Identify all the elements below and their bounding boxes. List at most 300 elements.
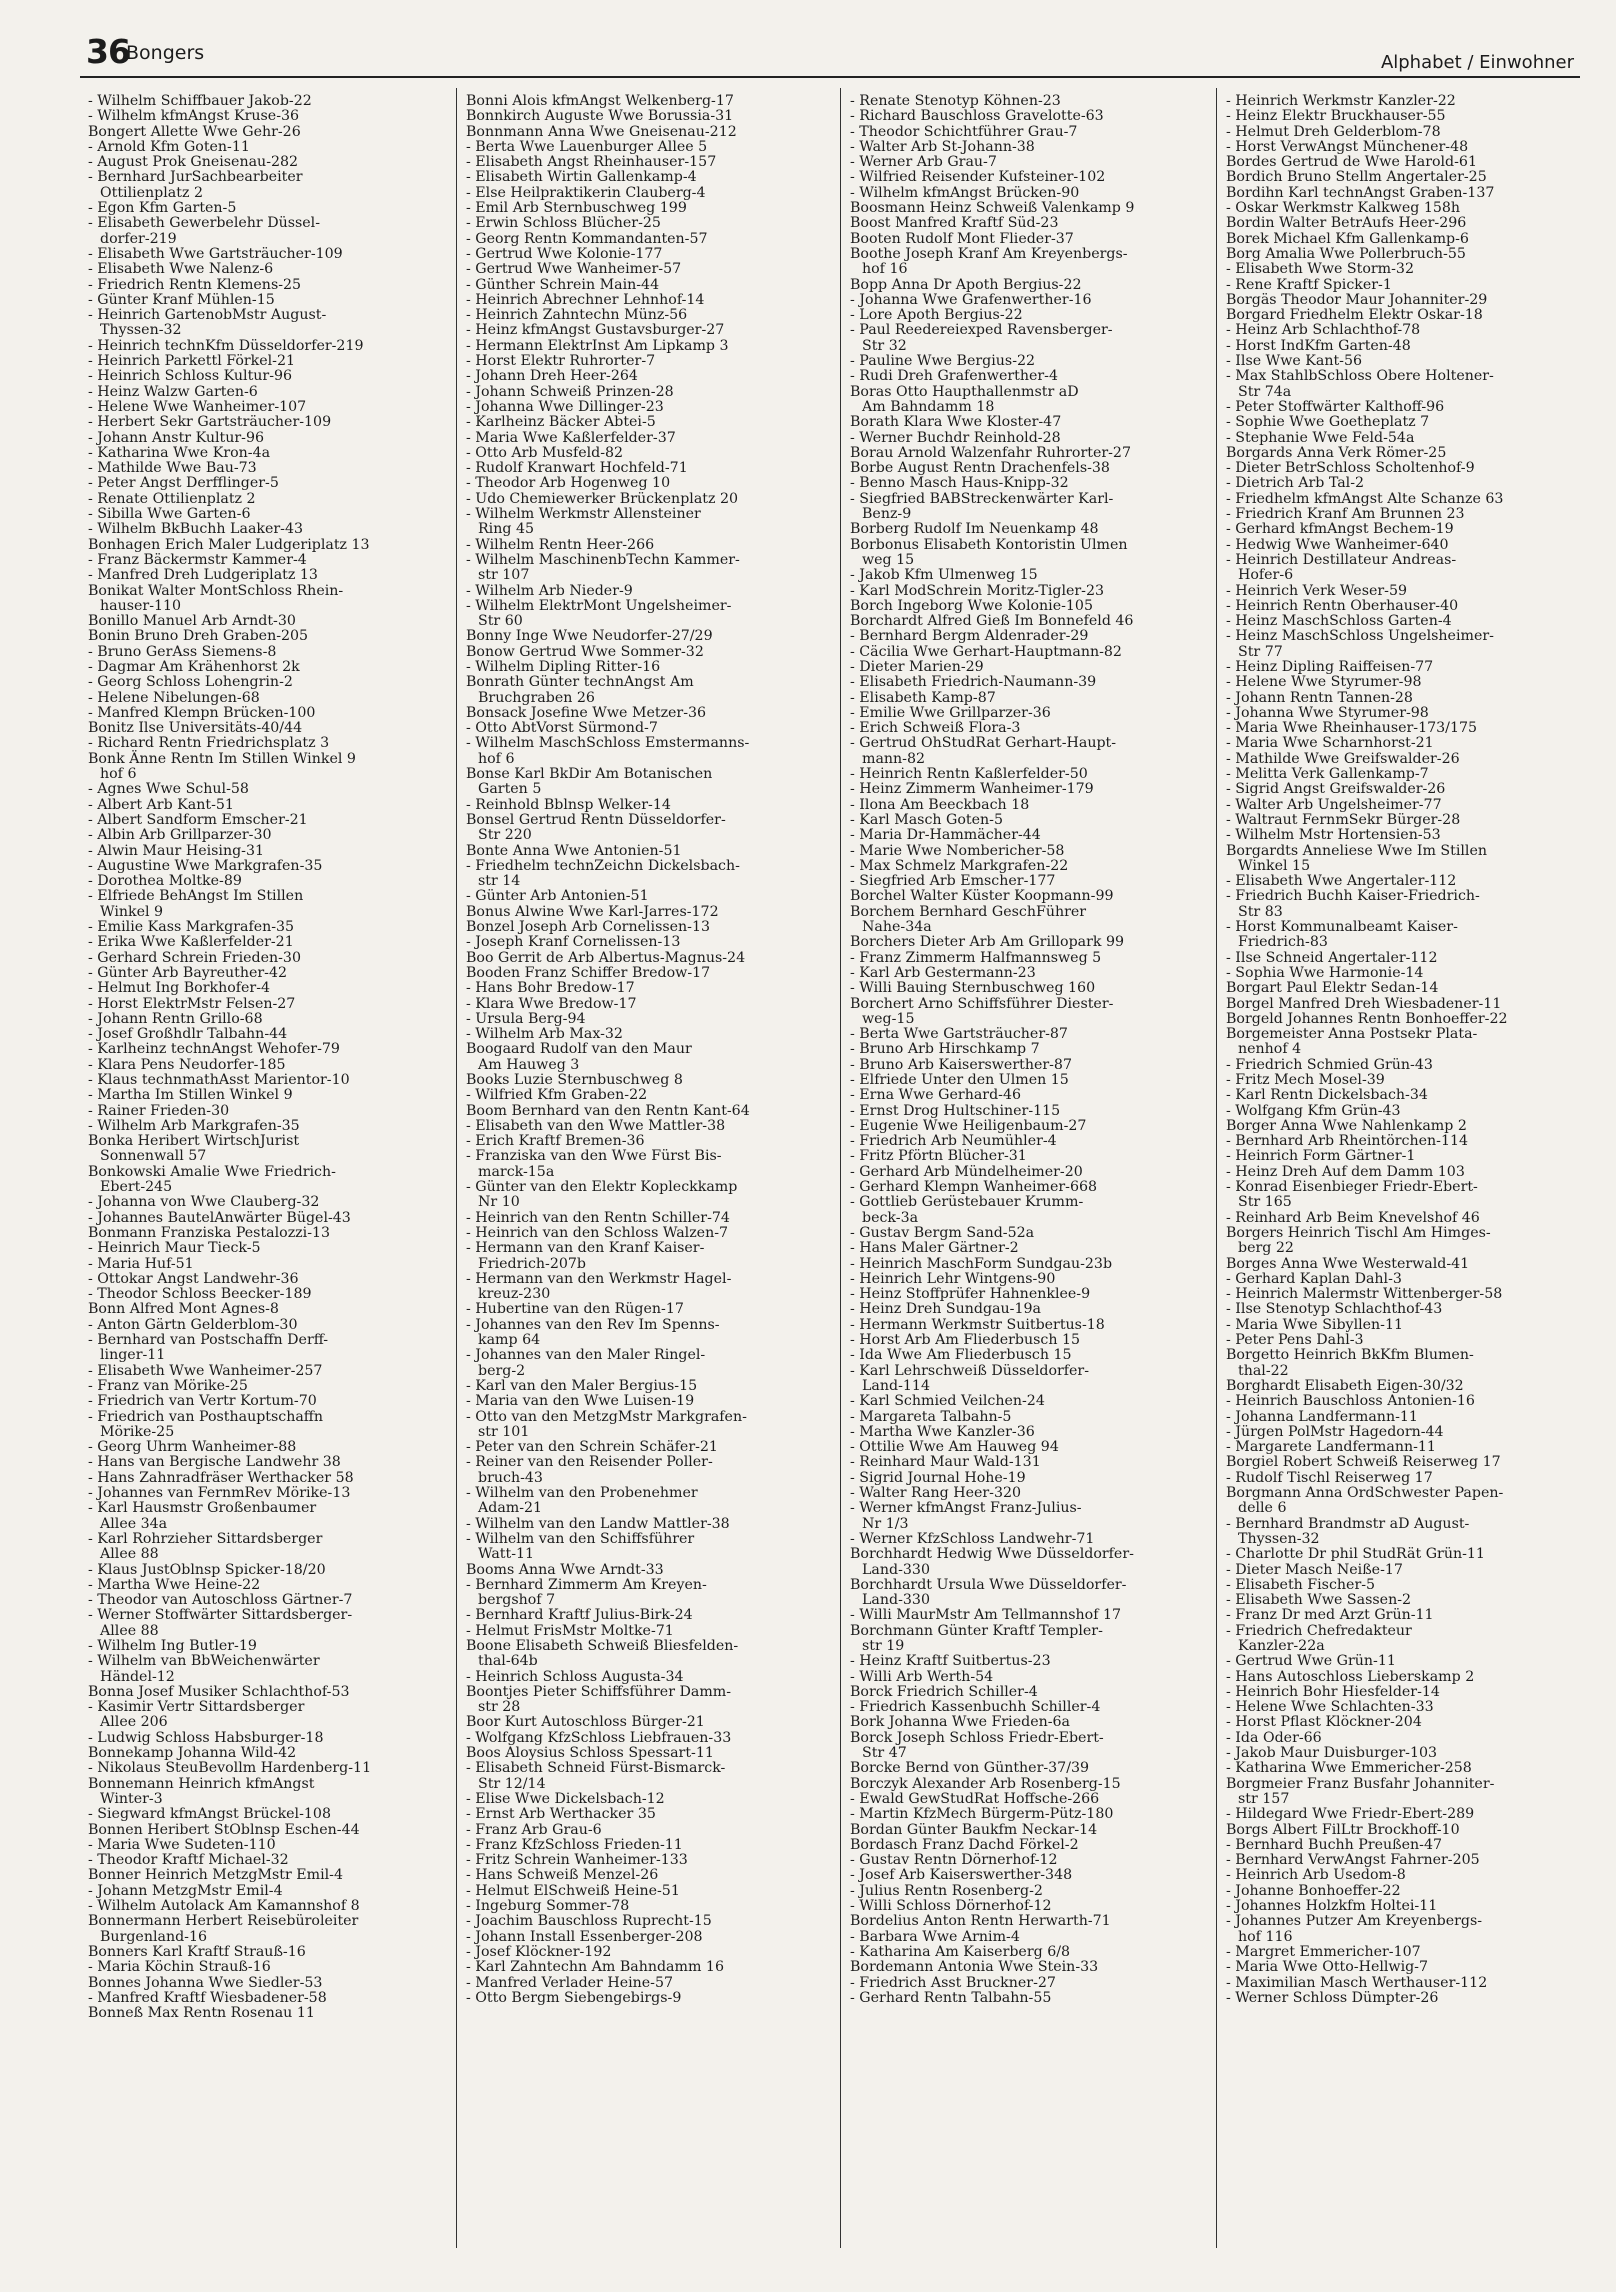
directory-entry: Bordin Walter BetrAufs Heer-296 — [1226, 215, 1467, 232]
directory-entry: Burgenland-16 — [100, 1928, 208, 1945]
directory-entry: Boom Bernhard van den Rentn Kant-64 — [466, 1102, 750, 1119]
directory-entry: Books Luzie Sternbuschweg 8 — [466, 1072, 683, 1088]
directory-entry: Bonus Alwine Wwe Karl-Jarres-172 — [466, 903, 719, 920]
directory-entry: - Hans Maler Gärtner-2 — [850, 1240, 1019, 1257]
directory-entry: kamp 64 — [478, 1332, 541, 1349]
directory-entry: Borgard Friedhelm Elektr Oskar-18 — [1226, 307, 1483, 324]
directory-entry: - Rainer Frieden-30 — [88, 1102, 230, 1119]
directory-entry: - Heinrich Schloss Kultur-96 — [88, 368, 293, 385]
directory-entry: - Karlheinz Bäcker Abtei-5 — [466, 414, 656, 431]
directory-entry: - Helene Wwe Wanheimer-107 — [88, 398, 307, 415]
directory-entry: Bonn Alfred Mont Agnes-8 — [88, 1301, 279, 1318]
directory-entry: weg-15 — [862, 1010, 915, 1027]
directory-entry: - Karl Schmied Veilchen-24 — [850, 1393, 1045, 1410]
directory-entry: - Werner kfmAngst Franz-Julius- — [850, 1500, 1082, 1517]
directory-entry: - Gustav Rentn Dörnerhof-12 — [850, 1852, 1058, 1869]
directory-entry: - Ingeburg Sommer-78 — [466, 1898, 630, 1915]
directory-entry: - Wilfried Kfm Graben-22 — [466, 1087, 648, 1104]
directory-entry: - Heinz Zimmerm Wanheimer-179 — [850, 781, 1094, 798]
directory-entry: - Hedwig Wwe Wanheimer-640 — [1226, 536, 1449, 553]
directory-entry: - Dieter Marien-29 — [850, 658, 984, 675]
directory-entry: Str 83 — [1238, 903, 1283, 920]
directory-entry: Borgiel Robert Schweiß Reiserweg 17 — [1226, 1454, 1501, 1471]
directory-entry: - Josef Klöckner-192 — [466, 1943, 612, 1960]
directory-entry: Allee 206 — [100, 1714, 168, 1731]
directory-entry: - Maria Dr-Hammächer-44 — [850, 827, 1041, 844]
directory-entry: - Albin Arb Grillparzer-30 — [88, 827, 272, 844]
directory-entry: - Wilhelm ElektrMont Ungelsheimer- — [466, 597, 732, 614]
directory-entry: - Werner Arb Grau-7 — [850, 154, 997, 171]
directory-entry: - August Prok Gneisenau-282 — [88, 154, 299, 171]
directory-entry: - Paul Reedereiexped Ravensberger- — [850, 322, 1113, 339]
directory-column-3 — [850, 94, 1202, 2244]
directory-entry: - Franz Bäckermstr Kammer-4 — [88, 551, 307, 568]
directory-entry: - Konrad Eisenbieger Friedr-Ebert- — [1226, 1179, 1478, 1196]
directory-entry: hof 116 — [1238, 1928, 1293, 1945]
directory-entry: - Ilse Wwe Kant-56 — [1226, 353, 1363, 370]
directory-entry: Str 32 — [862, 337, 907, 354]
directory-entry: - Heinz Stoffprüfer Hahnenklee-9 — [850, 1286, 1091, 1303]
directory-entry: Bonneß Max Rentn Rosenau 11 — [88, 2005, 315, 2022]
directory-entry: - Jakob Kfm Ulmenweg 15 — [850, 567, 1038, 584]
directory-entry: - Martha Im Stillen Winkel 9 — [88, 1087, 293, 1104]
directory-entry: Borgs Albert FilLtr Brockhoff-10 — [1226, 1821, 1460, 1838]
directory-entry: - Stephanie Wwe Feld-54a — [1226, 429, 1415, 446]
directory-entry: - Heinz kfmAngst Gustavsburger-27 — [466, 322, 725, 339]
directory-entry: Bonni Alois kfmAngst Welkenberg-17 — [466, 94, 734, 109]
directory-entry: Bonsel Gertrud Rentn Düsseldorfer- — [466, 811, 726, 828]
directory-entry: - Johannes van den Rev Im Spenns- — [466, 1316, 720, 1333]
directory-entry: - Klaus technmathAsst Marientor-10 — [88, 1072, 350, 1088]
directory-entry: - Wilhelm Rentn Heer-266 — [466, 536, 655, 553]
directory-entry: - Richard Bauschloss Gravelotte-63 — [850, 108, 1104, 125]
directory-entry: - Horst VerwAngst Münchener-48 — [1226, 138, 1469, 155]
directory-entry: - Rene Kraftf Spicker-1 — [1226, 276, 1392, 293]
directory-entry: - Mathilde Wwe Greifswalder-26 — [1226, 750, 1460, 767]
directory-column-2 — [466, 94, 818, 2244]
directory-entry: - Erwin Schloss Blücher-25 — [466, 215, 661, 232]
directory-entry: Borchers Dieter Arb Am Grillopark 99 — [850, 934, 1125, 951]
directory-entry: - Wilfried Reisender Kufsteiner-102 — [850, 169, 1106, 186]
directory-entry: Hofer-6 — [1238, 567, 1294, 584]
directory-entry: - Bernhard Bergm Aldenrader-29 — [850, 628, 1089, 645]
directory-entry: - Wolfgang Kfm Grün-43 — [1226, 1102, 1401, 1119]
directory-entry: - Gerhard Schrein Frieden-30 — [88, 949, 301, 966]
directory-entry: - Pauline Wwe Bergius-22 — [850, 353, 1036, 370]
directory-entry: - Franz Arb Grau-6 — [466, 1821, 602, 1838]
directory-entry: - Horst Arb Am Fliederbusch 15 — [850, 1332, 1081, 1349]
directory-entry: - Heinrich MaschForm Sundgau-23b — [850, 1255, 1113, 1272]
directory-entry: - Franz van Mörike-25 — [88, 1377, 248, 1394]
directory-entry: str 28 — [478, 1699, 521, 1716]
directory-entry: - Heinz MaschSchloss Garten-4 — [1226, 613, 1452, 630]
directory-entry: - Hans Autoschloss Lieberskamp 2 — [1226, 1668, 1475, 1685]
directory-entry: - Richard Rentn Friedrichsplatz 3 — [88, 735, 330, 752]
directory-entry: Bonny Inge Wwe Neudorfer-27/29 — [466, 628, 713, 645]
directory-entry: - Werner KfzSchloss Landwehr-71 — [850, 1530, 1095, 1547]
directory-entry: - Wilhelm kfmAngst Kruse-36 — [88, 108, 300, 125]
directory-entry: - Reinhard Arb Beim Knevelshof 46 — [1226, 1209, 1480, 1226]
directory-entry: Boothe Joseph Kranf Am Kreyenbergs- — [850, 245, 1128, 262]
directory-entry: - Franz Zimmerm Halfmannsweg 5 — [850, 949, 1102, 966]
directory-entry: Am Bahndamm 18 — [862, 398, 995, 415]
directory-entry: - Jakob Maur Duisburger-103 — [1226, 1745, 1438, 1762]
directory-entry: - Reiner van den Reisender Poller- — [466, 1454, 713, 1471]
directory-entry: Boogaard Rudolf van den Maur — [466, 1041, 692, 1058]
directory-entry: - Berta Wwe Lauenburger Allee 5 — [466, 138, 708, 155]
directory-entry: - Karl Rentn Dickelsbach-34 — [1226, 1087, 1428, 1104]
directory-entry: - Karl Lehrschweiß Düsseldorfer- — [850, 1362, 1089, 1379]
directory-entry: - Josef Großhdlr Talbahn-44 — [88, 1026, 288, 1043]
directory-entry: - Renate Stenotyp Köhnen-23 — [850, 94, 1061, 109]
directory-entry: - Dietrich Arb Tal-2 — [1226, 475, 1365, 492]
directory-entry: Kanzler-22a — [1238, 1637, 1325, 1654]
directory-entry: - Helene Wwe Styrumer-98 — [1226, 674, 1422, 691]
directory-entry: - Willi Arb Werth-54 — [850, 1668, 994, 1685]
directory-entry: Borg Amalia Wwe Pollerbruch-55 — [1226, 245, 1466, 262]
directory-entry: Boone Elisabeth Schweiß Bliesfelden- — [466, 1637, 739, 1654]
directory-entry: Borgetto Heinrich BkKfm Blumen- — [1226, 1347, 1474, 1364]
directory-entry: delle 6 — [1238, 1500, 1287, 1517]
directory-entry: - Helmut ElSchweiß Heine-51 — [466, 1882, 680, 1899]
directory-entry: Borghardt Elisabeth Eigen-30/32 — [1226, 1377, 1464, 1394]
directory-entry: - Franz Dr med Arzt Grün-11 — [1226, 1607, 1434, 1624]
directory-entry: - Heinrich Schloss Augusta-34 — [466, 1668, 684, 1685]
directory-entry: - Manfred Dreh Ludgeriplatz 13 — [88, 567, 318, 584]
directory-entry: - Gottlieb Gerüstebauer Krumm- — [850, 1194, 1084, 1211]
directory-entry: - Erich Schweiß Flora-3 — [850, 720, 1021, 737]
directory-entry: Booden Franz Schiffer Bredow-17 — [466, 964, 711, 981]
directory-entry: str 107 — [478, 567, 530, 584]
directory-entry: Boo Gerrit de Arb Albertus-Magnus-24 — [466, 949, 746, 966]
directory-entry: - Sophia Wwe Harmonie-14 — [1226, 964, 1424, 981]
directory-entry: Allee 88 — [100, 1546, 159, 1563]
directory-entry: - Johann Rentn Grillo-68 — [88, 1010, 263, 1027]
directory-entry: - Melitta Verk Gallenkamp-7 — [1226, 766, 1429, 783]
directory-entry: - Elfriede BehAngst Im Stillen — [88, 888, 304, 905]
directory-entry: - Elisabeth Gewerbelehr Düssel- — [88, 215, 320, 232]
directory-entry: - Josef Arb Kaiserswerther-348 — [850, 1867, 1073, 1884]
directory-entry: - Herbert Sekr Gartsträucher-109 — [88, 414, 332, 431]
directory-entry: Borau Arnold Walzenfahr Ruhrorter-27 — [850, 444, 1131, 461]
directory-entry: - Elisabeth Wwe Nalenz-6 — [88, 261, 274, 278]
directory-entry: Bonrath Günter technAngst Am — [466, 674, 694, 691]
directory-entry: - Helmut FrisMstr Moltke-71 — [466, 1622, 674, 1639]
directory-entry: - Friedrich Kranf Am Brunnen 23 — [1226, 506, 1465, 523]
directory-entry: - Heinrich technKfm Düsseldorfer-219 — [88, 337, 364, 354]
directory-entry: - Marie Wwe Nombericher-58 — [850, 842, 1065, 859]
directory-entry: hof 6 — [478, 750, 515, 767]
directory-entry: Borgers Heinrich Tischl Am Himges- — [1226, 1224, 1491, 1241]
directory-entry: Bonnen Heribert StOblnsp Eschen-44 — [88, 1821, 360, 1838]
directory-entry: Borgart Paul Elektr Sedan-14 — [1226, 980, 1439, 997]
directory-entry: Bruchgraben 26 — [478, 689, 595, 706]
directory-entry: - Maria Huf-51 — [88, 1255, 194, 1272]
directory-entry: - Gerhard Rentn Talbahn-55 — [850, 1989, 1052, 2006]
page-header — [80, 30, 1580, 78]
directory-entry: - Katharina Wwe Kron-4a — [88, 444, 271, 461]
directory-entry: Bordihn Karl technAngst Graben-137 — [1226, 184, 1495, 201]
directory-entry: str 14 — [478, 873, 521, 890]
directory-entry: Borchardt Alfred Gieß Im Bonnefeld 46 — [850, 613, 1134, 630]
directory-entry: - Karl Masch Goten-5 — [850, 811, 1003, 828]
directory-entry: - Katharina Wwe Emmericher-258 — [1226, 1760, 1472, 1777]
directory-entry: Booten Rudolf Mont Flieder-37 — [850, 230, 1074, 247]
directory-entry: Bonkowski Amalie Wwe Friedrich- — [88, 1163, 336, 1180]
directory-entry: Mörike-25 — [100, 1423, 175, 1440]
directory-entry: - Wilhelm Arb Markgrafen-35 — [88, 1117, 300, 1134]
directory-entry: Bonse Karl BkDir Am Botanischen — [466, 766, 713, 783]
directory-entry: Land-114 — [862, 1377, 930, 1394]
directory-entry: - Günter Kranf Mühlen-15 — [88, 291, 275, 308]
directory-entry: - Ernst Drog Hultschiner-115 — [850, 1102, 1061, 1119]
directory-entry: Borchel Walter Küster Koopmann-99 — [850, 888, 1114, 905]
directory-entry: - Gerhard Klempn Wanheimer-668 — [850, 1179, 1098, 1196]
directory-entry: - Günther Schrein Main-44 — [466, 276, 660, 293]
directory-entry: Bonnmann Anna Wwe Gneisenau-212 — [466, 123, 737, 140]
directory-entry: Thyssen-32 — [100, 322, 182, 339]
directory-entry: - Walter Arb Ungelsheimer-77 — [1226, 796, 1442, 813]
directory-entry: Bordes Gertrud de Wwe Harold-61 — [1226, 154, 1477, 171]
directory-entry: - Nikolaus SteuBevollm Hardenberg-11 — [88, 1760, 372, 1777]
directory-entry: - Kasimir Vertr Sittardsberger — [88, 1699, 305, 1716]
directory-entry: Bonte Anna Wwe Antonien-51 — [466, 842, 682, 859]
directory-entry: bruch-43 — [478, 1469, 543, 1486]
directory-entry: - Siegfried BABStreckenwärter Karl- — [850, 490, 1114, 507]
directory-entry: - Heinrich Parkettl Förkel-21 — [88, 353, 296, 370]
directory-entry: Borchem Bernhard GeschFührer — [850, 903, 1087, 920]
directory-entry: - Peter Pens Dahl-3 — [1226, 1332, 1364, 1349]
directory-entry: - Heinrich Malermstr Wittenberger-58 — [1226, 1286, 1503, 1303]
directory-entry: marck-15a — [478, 1163, 555, 1180]
directory-entry: - Wilhelm van den Schiffsführer — [466, 1530, 695, 1547]
directory-entry: - Martha Wwe Heine-22 — [88, 1576, 261, 1593]
directory-entry: - Werner Stoffwärter Sittardsberger- — [88, 1607, 353, 1624]
directory-entry: Sonnenwall 57 — [100, 1148, 207, 1165]
directory-entry: - Albert Sandform Emscher-21 — [88, 811, 308, 828]
directory-entry: Borgards Anna Verk Römer-25 — [1226, 444, 1447, 461]
directory-entry: kreuz-230 — [478, 1286, 551, 1303]
directory-entry: - Johann Dreh Heer-264 — [466, 368, 638, 385]
directory-entry: - Johanna Wwe Dillinger-23 — [466, 398, 664, 415]
directory-entry: - Gertrud Wwe Kolonie-177 — [466, 245, 663, 262]
directory-entry: Borck Joseph Schloss Friedr-Ebert- — [850, 1729, 1104, 1746]
directory-entry: - Johannes van FernmRev Mörike-13 — [88, 1485, 351, 1502]
directory-entry: mann-82 — [862, 750, 926, 767]
directory-entry: - Wilhelm van den Probenehmer — [466, 1485, 698, 1502]
directory-entry: Bonner Heinrich MetzgMstr Emil-4 — [88, 1867, 343, 1884]
directory-entry: - Bruno GerAss Siemens-8 — [88, 643, 277, 660]
directory-entry: - Walter Rang Heer-320 — [850, 1485, 1022, 1502]
directory-entry: - Joseph Kranf Cornelissen-13 — [466, 934, 681, 951]
directory-entry: - Johann Install Essenberger-208 — [466, 1928, 703, 1945]
directory-entry: - Johann Schweiß Prinzen-28 — [466, 383, 674, 400]
directory-entry: - Hermann Werkmstr Suitbertus-18 — [850, 1316, 1105, 1333]
directory-entry: Str 77 — [1238, 643, 1283, 660]
directory-entry: - Bernhard Arb Rheintörchen-114 — [1226, 1133, 1469, 1150]
directory-entry: - Margret Emmericher-107 — [1226, 1943, 1421, 1960]
directory-entry: - Sophie Wwe Goetheplatz 7 — [1226, 414, 1430, 431]
directory-entry: - Heinrich Destillateur Andreas- — [1226, 551, 1457, 568]
directory-entry: str 19 — [862, 1637, 905, 1654]
directory-entry: - Elisabeth Wwe Wanheimer-257 — [88, 1362, 323, 1379]
directory-entry: - Augustine Wwe Markgrafen-35 — [88, 857, 323, 874]
directory-entry: - Emil Arb Sternbuschweg 199 — [466, 200, 687, 217]
column-divider — [840, 88, 841, 2248]
directory-entry: - Ilse Stenotyp Schlachthof-43 — [1226, 1301, 1443, 1318]
directory-entry: Borek Michael Kfm Gallenkamp-6 — [1226, 230, 1469, 247]
directory-entry: Bordich Bruno Stellm Angertaler-25 — [1226, 169, 1487, 186]
directory-entry: - Heinrich van den Schloss Walzen-7 — [466, 1224, 729, 1241]
directory-entry: - Ottilie Wwe Am Hauweg 94 — [850, 1439, 1059, 1456]
directory-entry: - Erika Wwe Kaßlerfelder-21 — [88, 934, 294, 951]
directory-entry: - Fritz Pförtn Blücher-31 — [850, 1148, 1027, 1165]
directory-entry: - Johannes Putzer Am Kreyenbergs- — [1226, 1913, 1483, 1930]
directory-entry: - Barbara Wwe Arnim-4 — [850, 1928, 1020, 1945]
directory-entry: Borchmann Günter Kraftf Templer- — [850, 1622, 1103, 1639]
directory-entry: - Heinrich Werkmstr Kanzler-22 — [1226, 94, 1456, 109]
directory-entry: - Ottokar Angst Landwehr-36 — [88, 1270, 299, 1287]
directory-entry: - Franziska van den Wwe Fürst Bis- — [466, 1148, 722, 1165]
directory-entry: Händel-12 — [100, 1668, 175, 1685]
directory-entry: - Friedhelm technZeichn Dickelsbach- — [466, 857, 740, 874]
directory-entry: - Hans Schweiß Menzel-26 — [466, 1867, 659, 1884]
directory-entry: - Friedrich Arb Neumühler-4 — [850, 1133, 1057, 1150]
directory-entry: Borges Anna Wwe Westerwald-41 — [1226, 1255, 1470, 1272]
directory-entry: - Elisabeth Wwe Sassen-2 — [1226, 1592, 1412, 1609]
directory-entry: - Maria Wwe Rheinhauser-173/175 — [1226, 720, 1478, 737]
directory-entry: Thyssen-32 — [1238, 1530, 1320, 1547]
directory-entry: - Lore Apoth Bergius-22 — [850, 307, 1023, 324]
directory-entry: Bonikat Walter MontSchloss Rhein- — [88, 582, 344, 599]
directory-entry: - Reinhold Bblnsp Welker-14 — [466, 796, 671, 813]
directory-column-4 — [1226, 94, 1578, 2244]
directory-entry: - Johann MetzgMstr Emil-4 — [88, 1882, 283, 1899]
directory-entry: - Martin KfzMech Bürgerm-Pütz-180 — [850, 1806, 1114, 1823]
directory-entry: Bonnemann Heinrich kfmAngst — [88, 1775, 315, 1792]
directory-entry: - Wilhelm Arb Max-32 — [466, 1026, 623, 1043]
directory-entry: Borath Klara Wwe Kloster-47 — [850, 414, 1062, 431]
directory-entry: - Rudolf Kranwart Hochfeld-71 — [466, 460, 688, 477]
directory-entry: - Anton Gärtn Gelderblom-30 — [88, 1316, 298, 1333]
directory-entry: - Erna Wwe Gerhard-46 — [850, 1087, 1021, 1104]
directory-entry: - Franz KfzSchloss Frieden-11 — [466, 1836, 683, 1853]
directory-entry: - Heinrich Lehr Wintgens-90 — [850, 1270, 1056, 1287]
directory-entry: - Johannes BautelAnwärter Bügel-43 — [88, 1209, 351, 1226]
directory-entry: Borberg Rudolf Im Neuenkamp 48 — [850, 521, 1099, 538]
directory-entry: - Arnold Kfm Goten-11 — [88, 138, 250, 155]
directory-entry: - Heinz Dreh Sundgau-19a — [850, 1301, 1041, 1318]
directory-entry: hof 6 — [100, 766, 137, 783]
directory-entry: Ebert-245 — [100, 1179, 173, 1196]
directory-entry: - Horst Pflast Klöckner-204 — [1226, 1714, 1422, 1731]
directory-entry: - Helmut Dreh Gelderblom-78 — [1226, 123, 1441, 140]
directory-entry: - Johanna von Wwe Clauberg-32 — [88, 1194, 320, 1211]
directory-entry: hauser-110 — [100, 597, 182, 614]
directory-entry: Bonnekamp Johanna Wild-42 — [88, 1745, 297, 1762]
directory-entry: - Elisabeth van den Wwe Mattler-38 — [466, 1117, 726, 1134]
directory-entry: - Georg Rentn Kommandanten-57 — [466, 230, 708, 247]
directory-entry: - Ludwig Schloss Habsburger-18 — [88, 1729, 324, 1746]
directory-entry: - Sigrid Angst Greifswalder-26 — [1226, 781, 1446, 798]
directory-entry: - Günter van den Elektr Kopleckkamp — [466, 1179, 738, 1196]
directory-entry: - Heinrich Form Gärtner-1 — [1226, 1148, 1416, 1165]
directory-entry: - Wilhelm Dipling Ritter-16 — [466, 658, 661, 675]
directory-entry: Bordan Günter Baukfm Neckar-14 — [850, 1821, 1098, 1838]
directory-entry: Friedrich-83 — [1238, 934, 1328, 951]
directory-entry: - Johanna Wwe Grafenwerther-16 — [850, 291, 1092, 308]
page-number: 36 — [86, 32, 130, 71]
directory-entry: - Emilie Kass Markgrafen-35 — [88, 919, 295, 936]
directory-entry: - Cäcilia Wwe Gerhart-Hauptmann-82 — [850, 643, 1122, 660]
directory-entry: - Hildegard Wwe Friedr-Ebert-289 — [1226, 1806, 1475, 1823]
directory-entry: linger-11 — [100, 1347, 166, 1364]
directory-entry: Bonnermann Herbert Reisebüroleiter — [88, 1913, 359, 1930]
directory-entry: - Heinz Elektr Bruckhauser-55 — [1226, 108, 1446, 125]
directory-entry: - Agnes Wwe Schul-58 — [88, 781, 249, 798]
directory-entry: Boor Kurt Autoschloss Bürger-21 — [466, 1714, 705, 1731]
directory-entry: - Heinrich Bohr Hiesfelder-14 — [1226, 1683, 1440, 1700]
directory-entry: - Ewald GewStudRat Hoffsche-266 — [850, 1790, 1100, 1807]
directory-entry: - Maria Wwe Sibyllen-11 — [1226, 1316, 1404, 1333]
directory-entry: Bonna Josef Musiker Schlachthof-53 — [88, 1683, 350, 1700]
running-title: Bongers — [126, 42, 205, 64]
directory-entry: - Günter Arb Bayreuther-42 — [88, 964, 287, 981]
directory-entry: Am Hauweg 3 — [478, 1056, 580, 1073]
directory-entry: - Manfred Klempn Brücken-100 — [88, 704, 316, 721]
directory-entry: - Ida Wwe Am Fliederbusch 15 — [850, 1347, 1072, 1364]
directory-entry: - Elisabeth Schneid Fürst-Bismarck- — [466, 1760, 726, 1777]
directory-entry: - Horst ElektrMstr Felsen-27 — [88, 995, 296, 1012]
directory-entry: - Manfred Kraftf Wiesbadener-58 — [88, 1989, 327, 2006]
directory-entry: Bonsack Josefine Wwe Metzer-36 — [466, 704, 707, 721]
directory-entry: - Willi Schloss Dörnerhof-12 — [850, 1898, 1052, 1915]
directory-entry: - Elisabeth Angst Rheinhauser-157 — [466, 154, 717, 171]
directory-entry: Ottilienplatz 2 — [100, 184, 203, 201]
directory-entry: Boos Aloysius Schloss Spessart-11 — [466, 1745, 714, 1762]
directory-entry: - Siegward kfmAngst Brückel-108 — [88, 1806, 331, 1823]
directory-entry: - Hans Bohr Bredow-17 — [466, 980, 635, 997]
directory-entry: - Theodor Arb Hogenweg 10 — [466, 475, 671, 492]
directory-entry: - Martha Wwe Kanzler-36 — [850, 1423, 1035, 1440]
directory-entry: Bonnkirch Auguste Wwe Borussia-31 — [466, 108, 734, 125]
directory-entry: - Wilhelm Mstr Hortensien-53 — [1226, 827, 1441, 844]
directory-entry: - Wilhelm Schiffbauer Jakob-22 — [88, 94, 312, 109]
directory-entry: Str 74a — [1238, 383, 1292, 400]
directory-entry: - Hermann van den Werkmstr Hagel- — [466, 1270, 732, 1287]
directory-entry: - Margarete Landfermann-11 — [1226, 1439, 1436, 1456]
directory-entry: - Julius Rentn Rosenberg-2 — [850, 1882, 1043, 1899]
directory-entry: - Wilhelm van den Landw Mattler-38 — [466, 1515, 730, 1532]
directory-entry: Ring 45 — [478, 521, 535, 538]
directory-entry: Garten 5 — [478, 781, 542, 798]
directory-entry: - Gertrud Wwe Grün-11 — [1226, 1653, 1396, 1670]
directory-entry: bergshof 7 — [478, 1592, 556, 1609]
directory-entry: - Werner Buchdr Reinhold-28 — [850, 429, 1061, 446]
directory-entry: Borck Friedrich Schiller-4 — [850, 1683, 1038, 1700]
directory-entry: - Johannes Holzkfm Holtei-11 — [1226, 1898, 1438, 1915]
column-divider — [456, 88, 457, 2248]
directory-entry: - Bernhard JurSachbearbeiter — [88, 169, 303, 186]
directory-entry: - Walter Arb St-Johann-38 — [850, 138, 1035, 155]
directory-entry: - Dieter Masch Neiße-17 — [1226, 1561, 1403, 1578]
directory-entry: - Maria Wwe Scharnhorst-21 — [1226, 735, 1434, 752]
directory-entry: - Wilhelm Autolack Am Kamannshof 8 — [88, 1898, 360, 1915]
directory-entry: Booms Anna Wwe Arndt-33 — [466, 1561, 664, 1578]
directory-entry: Borgemeister Anna Postsekr Plata- — [1226, 1026, 1478, 1043]
directory-entry: - Katharina Am Kaiserberg 6/8 — [850, 1943, 1071, 1960]
directory-entry: - Maria van den Wwe Luisen-19 — [466, 1393, 695, 1410]
